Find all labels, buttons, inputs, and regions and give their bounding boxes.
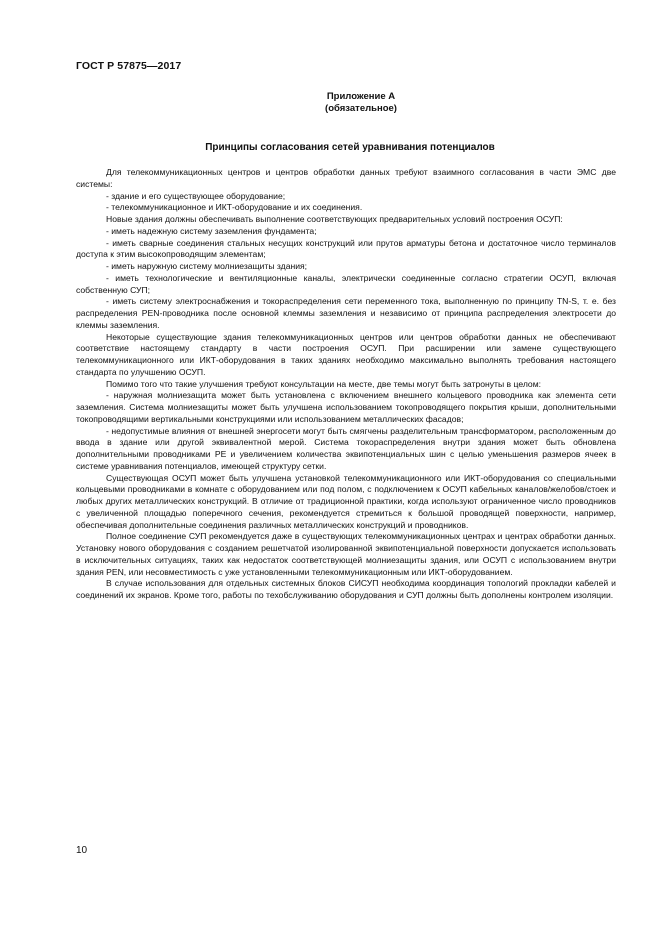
paragraph: В случае использования для отдельных системных блоков СИСУП необходима координация топологий прокладки кабелей и соединений их экранов. Кроме того, работы по техобслуживанию оборудования и СУП должны быть дополнены контролем изоляции. [76,578,616,600]
list-item: - иметь систему электроснабжения и токораспределения сети переменного тока, выполненную по принципу TN-S, т. е. без распределения PEN-проводника после основной клеммы заземления и независимо от принципа распределения электросети до клеммы заземления. [76,296,616,330]
list-item: - телекоммуникационное и ИКТ-оборудование и их соединения. [106,202,363,213]
paragraph: Новые здания должны обеспечивать выполнение соответствующих предварительных условий построения ОСУП: [106,214,563,224]
appendix-title: Приложение А [326,91,396,102]
section-heading: Принципы согласования сетей уравнивания потенциалов [205,142,495,153]
document-code: ГОСТ Р 57875—2017 [76,60,182,72]
list-item: - иметь технологические и вентиляционные каналы, электрически соединенные согласно стратегии ОСУП, включая собственную СУП; [76,272,616,295]
paragraph: Существующая ОСУП может быть улучшена установкой телекоммуникационного или ИКТ-оборудования со специальными кольцевыми проводниками в комнате с оборудованием или под полом, с подключением к ОСУП кабельных каналов/желобов/стоек и любых других металлических конструкций. В отличие от традиционной практики, когда используют ограниченное число проводников с увеличенной площадью поперечного сечения, рекомендуется стремиться к большой проводящей поверхности, например, обеспечивая дополнительные соединения различных металлических конструкций и проводников. [76,472,616,530]
page-number: 10 [76,845,88,856]
list-item: - иметь сварные соединения стальных несущих конструкций или прутов арматуры бетона и достаточное число терминалов доступа к этим высокопроводящим элементам; [76,237,616,260]
list-item: - иметь надежную систему заземления фундамента; [106,225,317,236]
list-item: - наружная молниезащита может быть установлена с включением внешнего кольцевого проводника как элемента сети заземления. Система молниезащиты может быть улучшена использованием токопроводящего покрытия крыши, дополнительными токопроводящими вертикальными конструкциями или использованием металлических фасадов; [76,390,616,424]
appendix-status: (обязательное) [325,103,397,114]
list-item: - здание и его существующее оборудование; [106,190,286,201]
paragraph: Полное соединение СУП рекомендуется даже в существующих телекоммуникационных центрах и центрах обработки данных. Установку нового оборудования с созданием решетчатой изолированной эквипотенциальной поверхности допускается использовать в исключительных ситуациях, таких как недостаток соответствующей молниезащиты здания, или ОСУП с использованием внутри здания PEN, или несовместимость с уже установленными телекоммуникационным или ИКТ-оборудованием. [76,531,616,577]
list-item: - недопустимые влияния от внешней энергосети могут быть смягчены разделительным трансформатором, расположенным до ввода в здание или другой эквивалентной мерой. Система токораспределения внутри здания может быть обновлена дополнительными проводниками РЕ и увеличением количества эквипотенциальных шин с целью уменьшения размеров ячеек в системе уравнивания потенциалов, имеющей структуру сетки. [76,425,616,471]
paragraph: Для телекоммуникационных центров и центров обработки данных требуют взаимного согласования в части ЭМС две системы: [76,167,616,189]
paragraph: Помимо того что такие улучшения требуют консультации на месте, две темы могут быть затронуты в целом: [106,378,542,389]
paragraph: Некоторые существующие здания телекоммуникационных центров или центров обработки данных не обеспечивают соответствие настоящему стандарту в части построения ОСУП. При расширении или замене существующего телекоммуникационного или ИКТ-оборудования в таких зданиях необходимо максимально выполнять требования настоящего стандарта по улучшению ОСУП. [76,331,616,377]
body-text [76,167,616,602]
appendix-label [300,91,422,115]
list-item: - иметь наружную систему молниезащиты здания; [106,261,308,271]
